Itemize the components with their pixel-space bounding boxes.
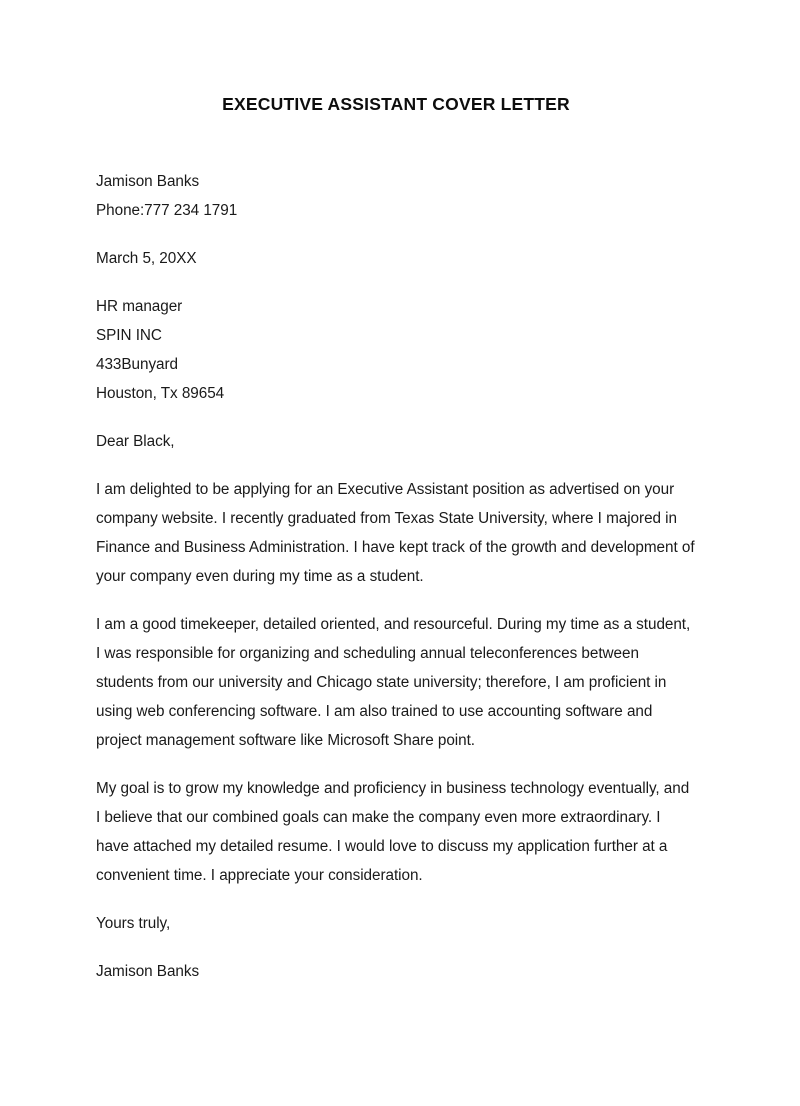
salutation: Dear Black, <box>96 432 175 450</box>
recipient-title: HR manager <box>96 297 183 315</box>
closing-salutation: Yours truly, <box>96 914 171 932</box>
recipient-company: SPIN INC <box>96 326 162 344</box>
sender-phone: Phone:777 234 1791 <box>96 201 238 219</box>
page-title: EXECUTIVE ASSISTANT COVER LETTER <box>222 94 570 114</box>
closing-block <box>96 909 696 938</box>
recipient-street: 433Bunyard <box>96 355 178 373</box>
signature-block <box>96 957 696 986</box>
signature-name: Jamison Banks <box>96 962 200 980</box>
sender-name: Jamison Banks <box>96 172 200 190</box>
date-block <box>96 244 696 273</box>
recipient-address-block <box>96 292 696 408</box>
body-paragraph-1-block <box>96 475 696 591</box>
body-paragraph-3: My goal is to grow my knowledge and proficiency in business technology eventually, and I believe that our combined goals can make the company even more extraordinary. I have attached my detailed resume. I would love to discuss my application further at a convenient time. I appreciate your consideration. <box>96 779 690 884</box>
body-paragraph-3-block <box>96 774 696 890</box>
salutation-block <box>96 427 696 456</box>
body-paragraph-1: I am delighted to be applying for an Executive Assistant position as advertised on your company website. I recently graduated from Texas State University, where I majored in Finance and Business Administration. I have kept track of the growth and development of your company even during my time as a student. <box>96 480 695 585</box>
body-paragraph-2: I am a good timekeeper, detailed oriented, and resourceful. During my time as a student, I was responsible for organizing and scheduling annual teleconferences between students from our university and Chicago state university; therefore, I am proficient in using web conferencing software. I am also trained to use accounting software and project management software like Microsoft Share point. <box>96 615 691 749</box>
sender-block <box>96 167 696 225</box>
body-paragraph-2-block <box>96 610 696 755</box>
letter-content <box>96 92 696 986</box>
letter-date: March 5, 20XX <box>96 249 197 267</box>
recipient-city-state-zip: Houston, Tx 89654 <box>96 384 225 402</box>
